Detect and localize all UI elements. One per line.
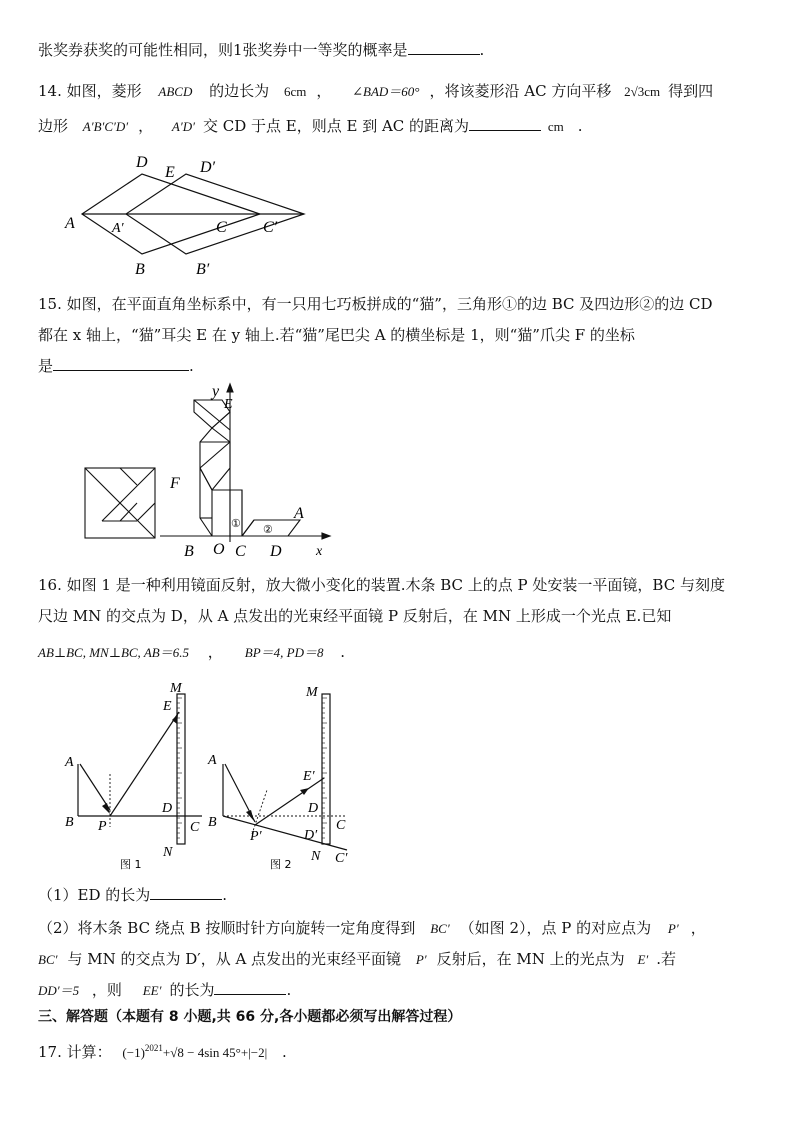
q16-line1: [38, 575, 725, 595]
q16-bc-prime: BC′: [38, 952, 58, 967]
q15-line2: [38, 325, 635, 345]
q14-side-length: 6cm: [283, 84, 307, 99]
ruler-mn: [177, 694, 185, 844]
q15-text: 都在 x 轴上，“猫”耳尖 E 在 y 轴上.若“猫”尾巴尖 A 的横坐标是 1，则“猫”爪尖 F 的坐标: [38, 326, 635, 344]
q17-expr-rest: +√8 − 4sin 45°+|−2|: [162, 1045, 268, 1060]
label-e-prime: E′: [303, 769, 315, 784]
q16-e-prime: E′: [637, 952, 649, 967]
q16-line2: [38, 606, 671, 626]
q15-text: 是: [38, 357, 54, 375]
label-p: P: [98, 819, 107, 834]
q14-segment: A′D′: [171, 119, 195, 134]
label-n: N: [163, 845, 173, 860]
q16-sub2-text: （2）将木条 BC 绕点 B 按顺时针方向旋转一定角度得到: [38, 919, 416, 937]
q16-p-prime: P′: [667, 921, 679, 936]
q13-line: [38, 40, 484, 60]
q16-given2: BP＝4, PD＝8: [244, 645, 324, 660]
label-d: D: [136, 154, 148, 171]
q15-tangram-figure: [82, 378, 342, 568]
q16-sub2-line1: [38, 918, 706, 939]
ruler-mn: [322, 694, 330, 844]
tangram-cat: [194, 400, 300, 536]
q16-sub2-text: ，则: [91, 981, 122, 999]
label-b: B: [135, 261, 145, 278]
q15-line1: [38, 294, 713, 314]
segment-bcprime: [223, 816, 347, 850]
q13-answer-blank[interactable]: [408, 40, 480, 55]
q14-rhombus-figure: [60, 152, 290, 282]
q16-sub2-text: （如图 2），点 P 的对应点为: [459, 919, 652, 937]
q14-unit: cm: [547, 119, 564, 134]
q16-sub2-answer-blank[interactable]: [214, 980, 286, 995]
label-c: C: [216, 219, 227, 236]
label-a: A: [65, 215, 75, 232]
label-f: F: [170, 475, 180, 492]
label-b-prime: B′: [196, 261, 210, 278]
label-a: A: [65, 755, 74, 770]
label-b: B: [184, 543, 194, 560]
arrow-icons: [102, 714, 178, 814]
q14-shift-distance: 2√3cm: [624, 84, 661, 99]
label-d: D: [270, 543, 282, 560]
q16-figure-1: [60, 682, 210, 872]
q16-sub1-end: .: [222, 886, 228, 904]
q14-text: ，: [138, 117, 154, 135]
q14-answer-blank[interactable]: [469, 116, 541, 131]
q16-text: .: [340, 643, 346, 661]
q16-sub1-answer-blank[interactable]: [150, 885, 222, 900]
q14-angle: ∠BAD＝60°: [352, 84, 420, 99]
q15-line3: [38, 356, 194, 376]
section-3-heading: 三、解答题（本题有 8 小题,共 66 分,各小题都必须写出解答过程）: [38, 1009, 462, 1025]
label-e: E: [163, 699, 172, 714]
label-p-prime: P′: [250, 829, 262, 844]
label-c-prime: C′: [263, 219, 278, 236]
tangram-square: [85, 468, 155, 538]
q16-dd-prime: DD′＝5: [38, 983, 80, 998]
q14-text: ，将该菱形沿 AC 方向平移: [429, 82, 612, 100]
q15-text: 15. 如图，在平面直角坐标系中，有一只用七巧板拼成的“猫”，三角形①的边 BC 及四边形②的边 CD: [38, 295, 713, 313]
q13-end: .: [479, 41, 485, 59]
q16-given-line: [38, 642, 345, 663]
label-d-prime: D′: [200, 159, 216, 176]
q14-line1: [38, 81, 713, 102]
q16-sub1-text: （1）ED 的长为: [38, 886, 151, 904]
label-b: B: [208, 815, 217, 830]
y-axis-arrow-icon: [227, 384, 233, 392]
label-a-prime: A′: [112, 221, 124, 236]
q16-sub2-text: .若: [656, 950, 677, 968]
q13-text: 张奖券获奖的可能性相同，则1张奖券中一等奖的概率是: [38, 41, 408, 59]
label-o: O: [213, 541, 225, 558]
label-b: B: [65, 815, 74, 830]
label-e: E: [165, 164, 175, 181]
q14-text: ，: [316, 82, 332, 100]
q16-text: 尺边 MN 的交点为 D，从 A 点发出的光束经平面镜 P 反射后，在 MN 上形成一个光点 E.已知: [38, 607, 672, 625]
figure-1-caption: 图 1: [120, 858, 142, 871]
label-e: E: [224, 397, 233, 412]
q16-sub2-text: 的长为: [169, 981, 215, 999]
q16-sub1: [38, 885, 227, 905]
label-d-prime: D′: [304, 828, 318, 843]
q17-expr-exponent: 2021: [144, 1043, 163, 1053]
label-c: C: [235, 543, 246, 560]
ruler-ticks: [177, 698, 182, 838]
label-m: M: [306, 685, 318, 700]
q15-answer-blank[interactable]: [53, 356, 189, 371]
q17-line: [38, 1038, 287, 1063]
q16-given: AB⊥BC, MN⊥BC, AB＝6.5: [38, 645, 189, 660]
q14-text: 的边长为: [209, 82, 270, 100]
label-a: A: [208, 753, 217, 768]
label-m: M: [170, 681, 182, 696]
q16-sub2-end: .: [286, 981, 292, 999]
label-c: C: [190, 820, 200, 835]
label-y: y: [212, 383, 220, 400]
q14-text: 交 CD 于点 E，则点 E 到 AC 的距离为: [202, 117, 470, 135]
label-d: D: [308, 801, 319, 816]
q16-sub2-line2: [38, 949, 676, 970]
q14-line2: [38, 116, 583, 137]
q16-sub2-text: 反射后，在 MN 上的光点为: [436, 950, 625, 968]
q17-expr-base: (−1): [122, 1045, 145, 1060]
q17-label: 17. 计算：: [38, 1043, 112, 1061]
q14-quad-name: A′B′C′D′: [82, 119, 129, 134]
ruler-ticks: [322, 698, 327, 838]
q16-figure-2: [205, 682, 355, 872]
label-c-prime: C′: [335, 851, 348, 866]
light-incident: [80, 764, 110, 810]
label-x: x: [316, 544, 323, 559]
q16-p-prime: P′: [415, 952, 427, 967]
q14-text: 14. 如图，菱形: [38, 82, 142, 100]
q14-end: .: [577, 117, 583, 135]
q16-ee-prime: EE′: [142, 983, 162, 998]
q14-text: 得到四: [668, 82, 714, 100]
label-d: D: [162, 801, 173, 816]
q16-sub2-text: 与 MN 的交点为 D′，从 A 点发出的光束经平面镜: [67, 950, 402, 968]
figure-2-caption: 图 2: [270, 858, 292, 871]
label-n: N: [311, 849, 321, 864]
q16-text: ，: [207, 643, 223, 661]
label-a: A: [294, 505, 304, 522]
q16-sub2-text: ，: [690, 919, 706, 937]
q17-end: .: [281, 1043, 287, 1061]
q14-rhombus-name: ABCD: [158, 84, 193, 99]
q16-sub2-line3: [38, 980, 291, 1001]
label-quad-2: ②: [263, 524, 273, 536]
label-triangle-1: ①: [231, 518, 241, 530]
q14-text: 边形: [38, 117, 69, 135]
x-axis-arrow-icon: [322, 533, 330, 539]
label-c: C: [336, 818, 346, 833]
q16-bc-prime: BC′: [430, 921, 450, 936]
q16-text: 16. 如图 1 是一种利用镜面反射，放大微小变化的装置.木条 BC 上的点 P 处安装一平面镜，BC 与刻度: [38, 576, 725, 594]
q15-end: .: [189, 357, 194, 375]
